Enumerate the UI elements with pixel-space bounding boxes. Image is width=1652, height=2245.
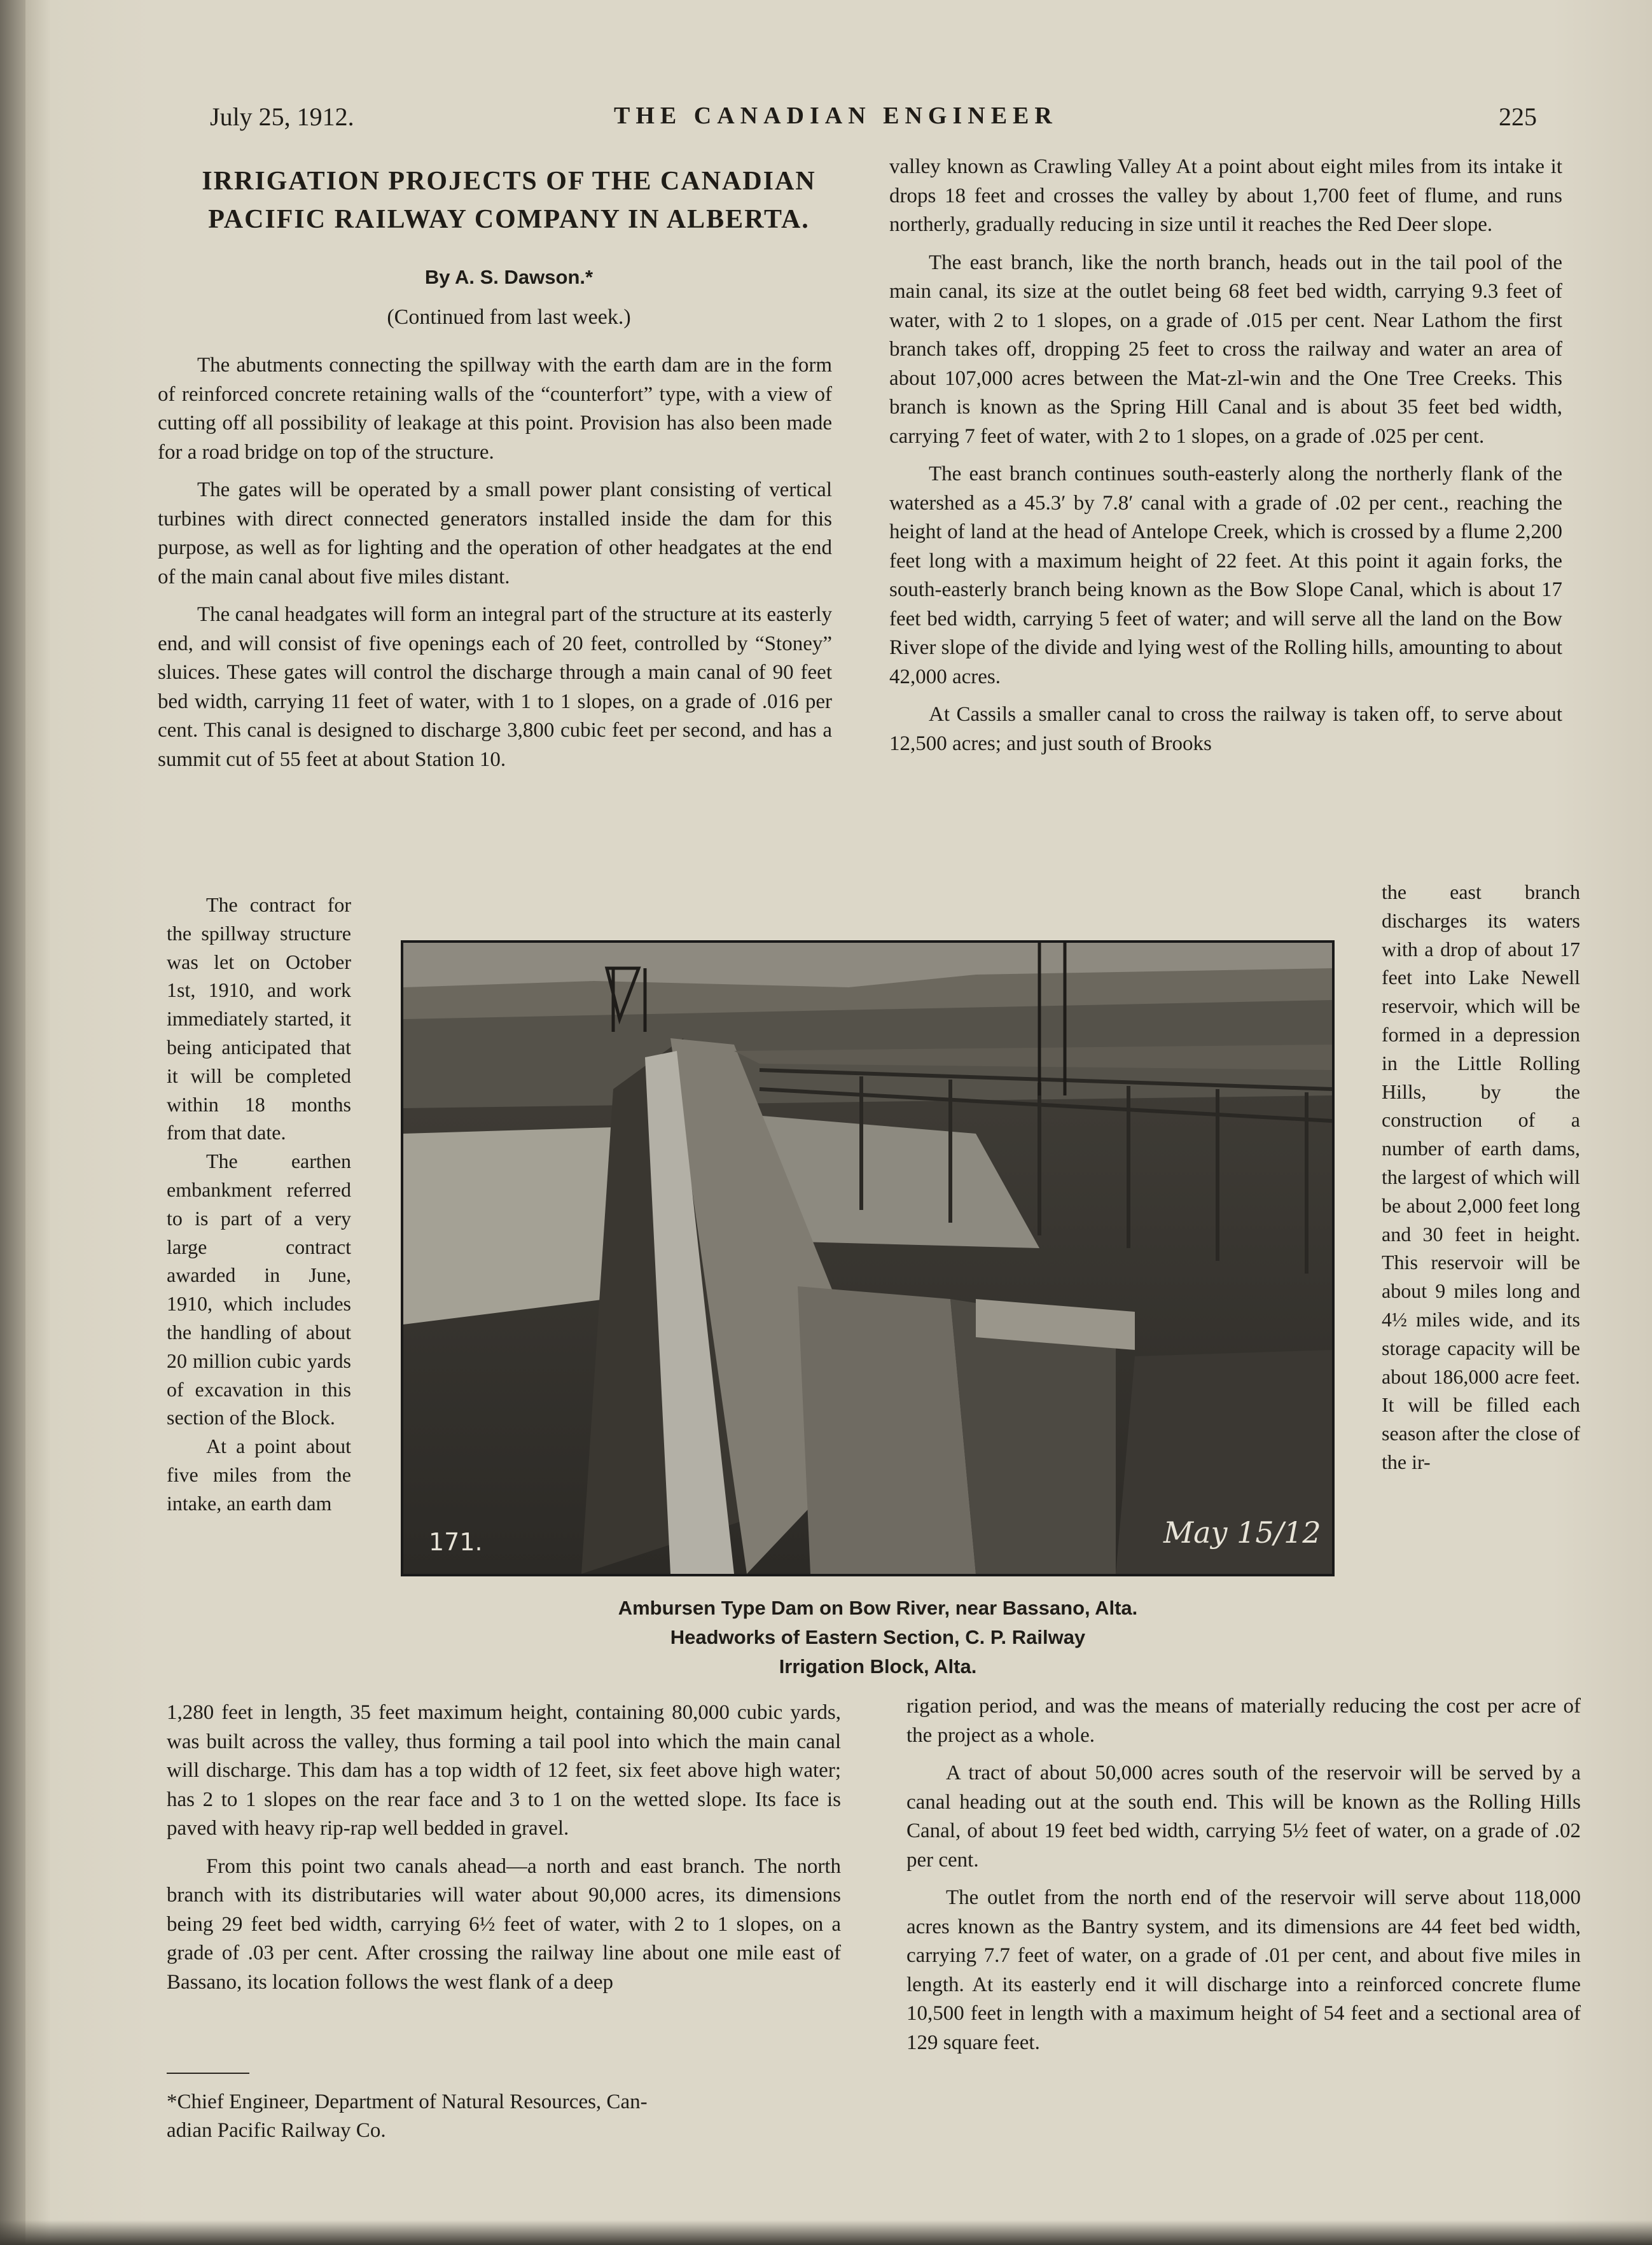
right-column <box>889 153 1562 767</box>
dam-photograph <box>401 940 1335 1576</box>
photo-caption-line1: Ambursen Type Dam on Bow River, near Bassano, Alta. <box>618 1597 1138 1619</box>
dam-photo-illustration <box>403 943 1332 1574</box>
page-bottom-shadow <box>0 2220 1652 2245</box>
right-bottom-paragraph-1: rigation period, and was the means of materially reducing the cost per acre of the project as a whole. <box>906 1695 1581 1747</box>
photo-caption-line3: Irrigation Block, Alta. <box>779 1655 977 1678</box>
left-paragraph-2: The gates will be operated by a small power plant consisting of vertical turbines with direct connected generators installed inside the dam for this purpose, as well as for lighting and the operation of other headgates at the end of the main canal about five miles distant. <box>158 478 832 588</box>
continued-note: (Continued from last week.) <box>387 305 631 329</box>
book-gutter <box>0 0 25 2245</box>
left-narrow-column <box>167 891 351 1518</box>
left-bottom-column <box>167 1699 841 2006</box>
right-bottom-paragraph-3: The outlet from the north end of the reservoir will serve about 118,000 acres known as the Bantry system, and its dimensions are 44 feet bed width, carrying 7.7 feet of water, on a grade of .01 per cent, and about five miles in length. At its easterly end it will discharge into a reinforced concrete flume 10,500 feet in length with a maximum height of 54 feet and a sectional area of 129 square feet. <box>906 1886 1581 2054</box>
left-narrow-paragraph-3: At a point about five miles from the intake, an earth dam <box>167 1435 351 1515</box>
right-paragraph-3: The east branch continues south-easterly along the northerly flank of the watershed as a 45.3′ by 7.8′ canal with a grade of .02 per cent., reaching the height of land at the head of Antelope Creek, which is crossed by a flume 2,200 feet long with a maximum height of 22 feet. At this point it again forks, the south-easterly branch being known as the Bow Slope Canal, which is about 17 feet bed width, carrying 5 feet of water; and will serve all the land on the Bow River slope of the divide and lying west of the Rolling hills, amounting to about 42,000 acres. <box>889 462 1562 688</box>
article-title-line1: IRRIGATION PROJECTS OF THE CANADIAN <box>202 167 816 196</box>
right-narrow-column <box>1382 878 1580 1477</box>
right-bottom-paragraph-2: A tract of about 50,000 acres south of the reservoir will be served by a canal heading out at the south end. This will be known as the Rolling Hills Canal, of about 19 feet bed width, carrying 5½ feet of water, on a grade of .02 per cent. <box>906 1762 1581 1872</box>
left-paragraph-3: The canal headgates will form an integral part of the structure at its easterly end, and will consist of five openings each of 20 feet, controlled by “Stoney” sluices. These gates will control the discharge through a main canal of 90 feet bed width, carrying 11 feet of water, with 1 to 1 slopes, on a grade of .016 per cent. This canal is designed to discharge 3,800 cubic feet per second, and has a summit cut of 55 feet at about Station 10. <box>158 603 832 771</box>
right-paragraph-2: The east branch, like the north branch, heads out in the tail pool of the main canal, its size at the outlet being 68 feet bed width, carrying 9.3 feet of water, with 2 to 1 slopes, on a grade of .015 per cent. Near Lathom the first branch takes off, dropping 25 feet to cross the railway and water an area of about 107,000 acres between the Mat-zl-win and the One Tree Creeks. This branch is known as the Spring Hill Canal and is about 35 feet bed width, carrying 7 feet of water, with 2 to 1 slopes, on a grade of .025 per cent. <box>889 251 1562 448</box>
footnote-rule <box>167 2073 249 2074</box>
photo-caption-line2: Headworks of Eastern Section, C. P. Railway <box>670 1626 1086 1648</box>
photo-number: 171. <box>429 1528 483 1556</box>
right-paragraph-1: valley known as Crawling Valley At a point about eight miles from its intake it drops 18 feet and crosses the valley by about 1,700 feet of flume, and runs northerly, gradually reducing in size until it reaches the Red Deer slope. <box>889 155 1562 236</box>
header-page-number: 225 <box>1499 102 1537 131</box>
footnote <box>167 2088 841 2145</box>
photo-date-mark: May 15/12 <box>1163 1515 1321 1550</box>
left-narrow-paragraph-1: The contract for the spillway structure was let on October 1st, 1910, and work immediately started, it being anticipated that it will be completed within 18 months from that date. <box>167 893 351 1144</box>
header-journal-title: THE CANADIAN ENGINEER <box>614 102 1058 129</box>
left-bottom-paragraph-1: 1,280 feet in length, 35 feet maximum height, containing 80,000 cubic yards, was built across the valley, thus forming a tail pool into which the main canal will discharge. This dam has a top width of 12 feet, six feet above high water; has 2 to 1 slopes on the rear face and 3 to 1 on the wetted slope. Its face is paved with heavy rip-rap well bedded in gravel. <box>167 1701 841 1840</box>
footnote-line2: adian Pacific Railway Co. <box>167 2119 386 2142</box>
article-title <box>159 162 859 239</box>
left-narrow-paragraph-2: The earthen embankment referred to is part of a very large contract awarded in June, 1910, which includes the handling of about 20 million cubic yards of excavation in this section of the Block. <box>167 1150 351 1429</box>
left-paragraph-1: The abutments connecting the spillway with the earth dam are in the form of reinforced concrete retaining walls of the “counterfort” type, with a view of cutting off all possibility of leakage at this point. Provision has also been made for a road bridge on top of the structure. <box>158 354 832 464</box>
article-byline: By A. S. Dawson.* <box>424 266 593 288</box>
right-paragraph-4: At Cassils a smaller canal to cross the railway is taken off, to serve about 12,500 acres; and just south of Brooks <box>889 703 1562 755</box>
header-date: July 25, 1912. <box>210 102 354 131</box>
footnote-line1: *Chief Engineer, Department of Natural Resources, Can- <box>167 2090 648 2113</box>
left-bottom-paragraph-2: From this point two canals ahead—a north and east branch. The north branch with its distributaries will water about 90,000 acres, its dimensions being 29 feet bed width, carrying 6½ feet of water, with 2 to 1 slopes, on a grade of .03 per cent. After crossing the railway line about one mile east of Bassano, its location follows the west flank of a deep <box>167 1854 841 1994</box>
article-title-line2: PACIFIC RAILWAY COMPANY IN ALBERTA. <box>208 205 810 234</box>
photo-caption <box>464 1594 1291 1681</box>
right-narrow-paragraph-1: the east branch discharges its waters with a drop of about 17 feet into Lake Newell reservoir, which will be formed in a depression in the Little Rolling Hills, by the construction of a number of earth dams, the largest of which will be about 2,000 feet long and 30 feet in height. This reservoir will be about 9 miles long and 4½ miles wide, and its storage capacity will be about 186,000 acre feet. It will be filled each season after the close of the ir- <box>1382 880 1580 1473</box>
right-bottom-column <box>906 1692 1581 2066</box>
left-column <box>158 351 832 783</box>
